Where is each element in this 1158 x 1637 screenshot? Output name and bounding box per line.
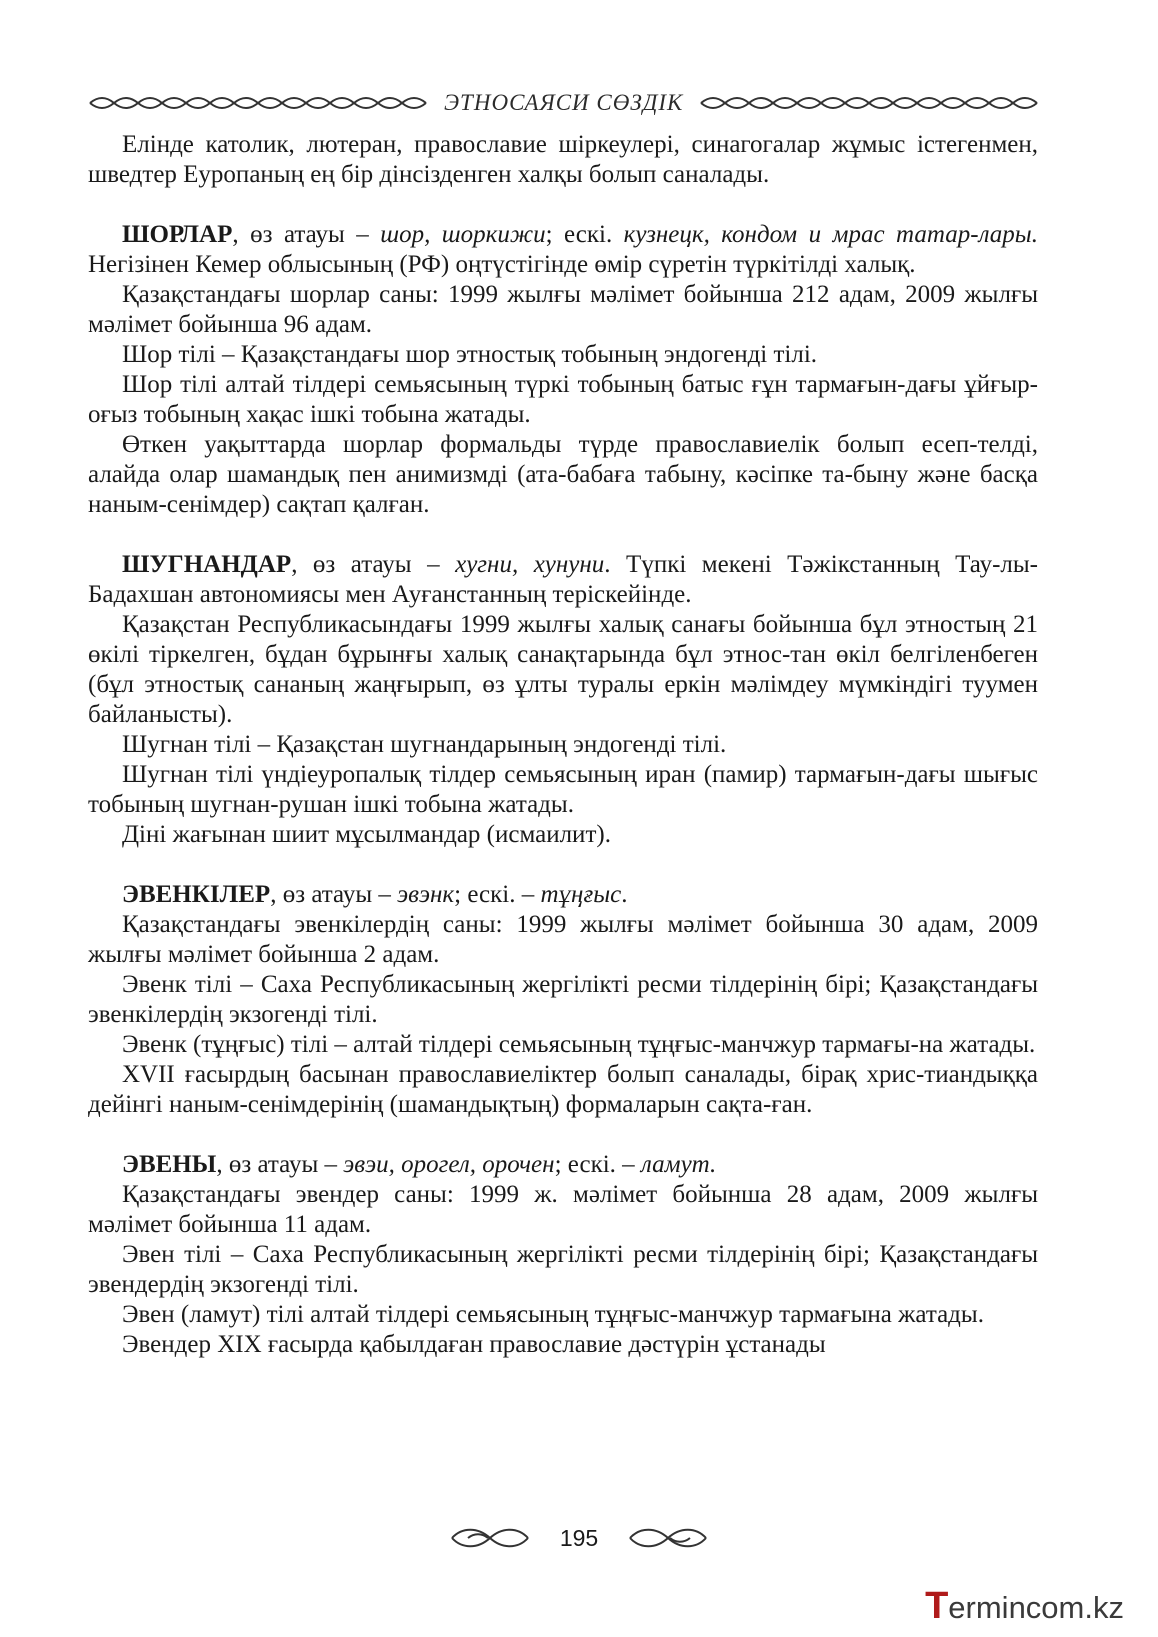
lead-text: , өз атауы – — [216, 1151, 344, 1178]
entry-paragraph: Шугнан тілі үндіеуропалық тілдер семьясының иран (памир) тармағын-дағы шығыс тобының шугнан-рушан ішкі тобына жатады. — [88, 761, 1038, 818]
entry-headword: ШОРЛАР — [122, 221, 233, 248]
entry-paragraph: Қазақстан Республикасындағы 1999 жылғы халық санағы бойынша бұл этностың 21 өкілі тіркелген, бұдан бұрынғы халық санақтарында бұл этнос-тан өкіл белгіленбеген (бұл этностық сананың жаңғырып, өз ұлты туралы еркін мәлімдеу мүмкіндігі туумен байланысты). — [88, 611, 1038, 728]
entry-paragraph: Эвен тілі – Саха Республикасының жергілікті ресми тілдерінің бірі; Қазақстандағы эвендердің экзогенді тілі. — [88, 1241, 1038, 1298]
lead-italic: кузнецк, кондом и мрас татар-лары. — [623, 221, 1038, 248]
entry-shorlar — [88, 220, 1038, 520]
entry-lead — [88, 880, 1038, 910]
intro-paragraph: Елінде католик, лютеран, православие шіркеулері, синагогалар жұмыс істегенмен, шведтер Еуропаның ең бір дінсізденген халқы болып саналады. — [88, 131, 1038, 188]
entry-paragraph: Діні жағынан шиит мұсылмандар (исмаилит). — [122, 821, 611, 848]
entry-paragraph: Өткен уақыттарда шорлар формальды түрде православиелік болып есеп-телді, алайда олар шамандық пен анимизмді (ата-бабаға табыну, кәсіпке та-быну және басқа наным-сенімдер) сақтап қалған. — [88, 431, 1038, 518]
lead-text: ; ескі. – — [554, 1151, 641, 1178]
lead-text: , өз атауы – — [232, 221, 381, 248]
watermark-rest: ermincom.kz — [948, 1590, 1124, 1625]
entry-paragraph: Шугнан тілі – Қазақстан шугнандарының эндогенді тілі. — [122, 731, 727, 758]
lead-text: ; ескі. — [545, 221, 624, 248]
lead-italic: хугни, хунуни — [455, 551, 605, 578]
page-body — [88, 130, 1038, 1360]
running-header-title: ЭТНОСАЯСИ СӨЗДІК — [444, 90, 684, 115]
entry-evenу — [88, 1150, 1038, 1360]
scroll-flourish-right-icon — [626, 1525, 710, 1551]
lead-text: . — [621, 881, 628, 908]
lead-italic: ламут. — [640, 1151, 717, 1178]
entry-paragraph: Шор тілі – Қазақстандағы шор этностық тобының эндогенді тілі. — [122, 341, 818, 368]
entry-paragraph: Қазақстандағы эвенкілердің саны: 1999 жылғы мәлімет бойынша 30 адам, 2009 жылғы мәлімет бойынша 2 адам. — [88, 911, 1038, 968]
lead-italic: тұңғыс — [540, 881, 622, 908]
lead-text: Негізінен Кемер облысының (РФ) оңтүстігінде өмір сүретін түркітілді халық. — [88, 251, 916, 278]
page-number: 195 — [559, 1524, 599, 1551]
site-watermark — [925, 1585, 1124, 1628]
lead-text: ; ескі. – — [454, 881, 541, 908]
lead-italic: шор, шоркижи — [380, 221, 546, 248]
lead-italic: эвэи, орогел, орочен — [343, 1151, 555, 1178]
entry-paragraph: Эвен (ламут) тілі алтай тілдері семьясының тұңғыс-манчжур тармағына жатады. — [122, 1301, 984, 1328]
page-header — [88, 88, 1038, 118]
lead-text: , өз атауы – — [291, 551, 456, 578]
entry-headword: ЭВЕНКІЛЕР — [122, 881, 271, 908]
entry-headword: ЭВЕНЫ — [122, 1151, 217, 1178]
entry-continuation — [88, 130, 1038, 190]
entry-paragraph: Эвенк тілі – Саха Республикасының жергілікті ресми тілдерінің бірі; Қазақстандағы эвенкілердің экзогенді тілі. — [88, 971, 1038, 1028]
entry-lead — [88, 550, 1038, 610]
entry-paragraph: Эвендер XIX ғасырда қабылдаған православие дәстүрін ұстанады — [122, 1331, 826, 1358]
entry-headword: ШУГНАНДАР — [122, 551, 292, 578]
page-footer — [0, 1520, 1158, 1556]
entry-paragraph: XVII ғасырдың басынан православиеліктер болып саналады, бірақ хрис-тиандыққа дейінгі наным-сенімдерінің (шамандықтың) формаларын сақта-ған. — [88, 1061, 1038, 1118]
entry-lead — [88, 1150, 1038, 1180]
entry-evenkiler — [88, 880, 1038, 1120]
entry-paragraph: Қазақстандағы шорлар саны: 1999 жылғы мәлімет бойынша 212 адам, 2009 жылғы мәлімет бойынша 96 адам. — [88, 281, 1038, 338]
ornament-band-right-icon — [689, 92, 1039, 114]
watermark-initial: T — [925, 1585, 949, 1627]
entry-shugnandar — [88, 550, 1038, 850]
entry-paragraph: Шор тілі алтай тілдері семьясының түркі тобының батыс ғұн тармағын-дағы ұйғыр-оғыз тобының хақас ішкі тобына жатады. — [88, 371, 1038, 428]
lead-italic: эвэнк — [397, 881, 455, 908]
lead-text: , өз атауы – — [270, 881, 398, 908]
entry-lead — [88, 220, 1038, 280]
entry-paragraph: Қазақстандағы эвендер саны: 1999 ж. мәлімет бойынша 28 адам, 2009 жылғы мәлімет бойынша 11 адам. — [88, 1181, 1038, 1238]
entry-paragraph: Эвенк (тұңғыс) тілі – алтай тілдері семьясының тұңғыс-манчжур тармағы-на жатады. — [122, 1031, 1036, 1058]
lead-text: . Түпкі мекені Тәжікстанның Тау-лы-Бадахшан автономиясы мен Ауғанстанның терiскейінде. — [88, 551, 1038, 608]
scroll-flourish-left-icon — [448, 1525, 532, 1551]
ornament-band-left-icon — [88, 92, 438, 114]
